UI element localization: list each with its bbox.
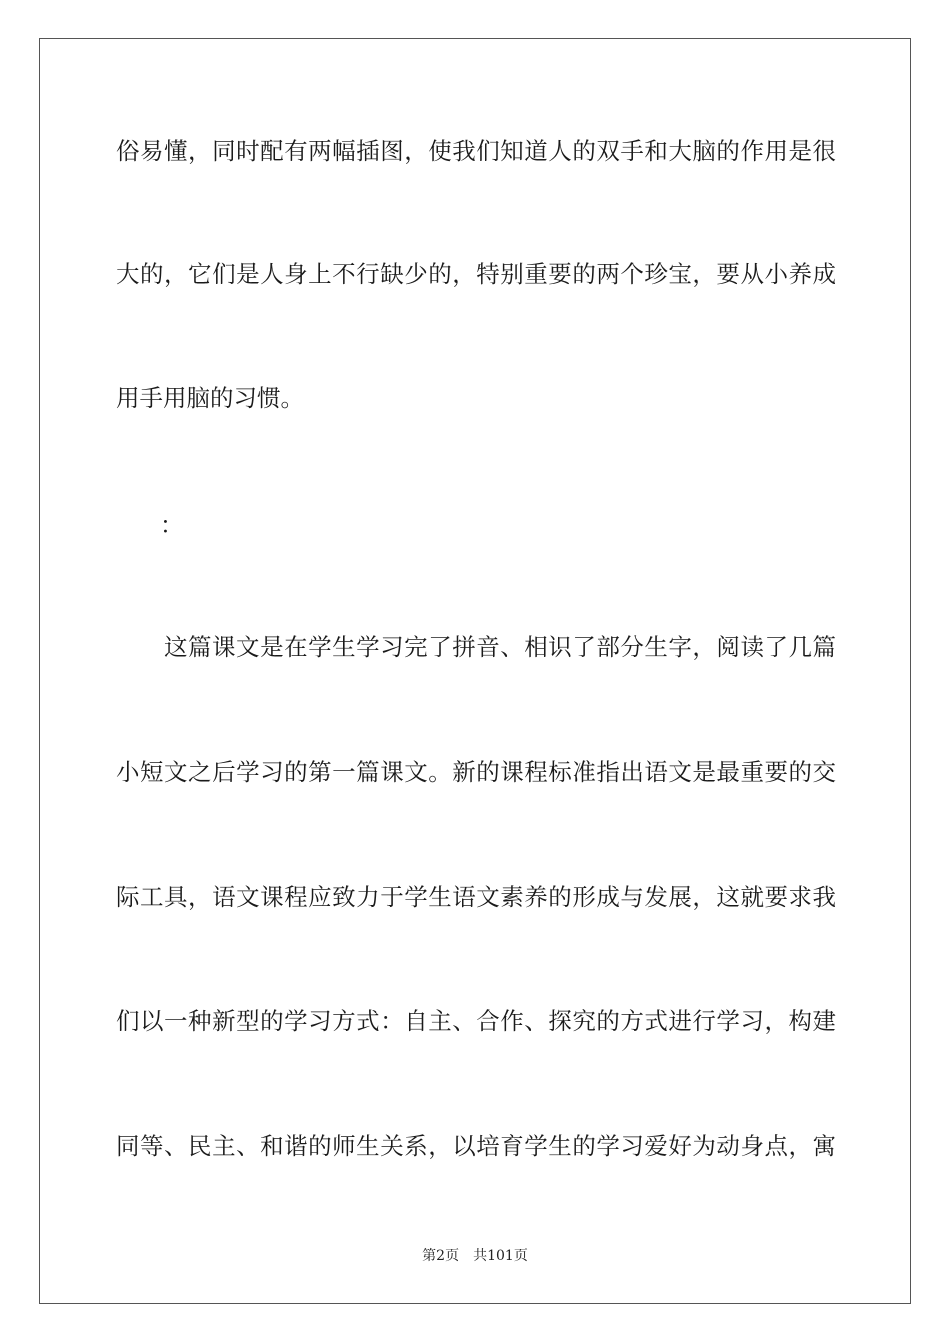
text-line-7: 际工具，语文课程应致力于学生语文素养的形成与发展，这就要求我 (116, 883, 836, 911)
page-number: 第2页 (422, 1248, 460, 1264)
text-line-9: 同等、民主、和谐的师生关系，以培育学生的学习爱好为动身点，寓 (116, 1132, 836, 1160)
text-line-2: 大的，它们是人身上不行缺少的，特别重要的两个珍宝，要从小养成 (116, 260, 836, 288)
page-border (39, 38, 911, 1304)
page-footer (0, 1247, 950, 1265)
total-pages: 共101页 (473, 1248, 528, 1264)
text-line-1: 俗易懂，同时配有两幅插图，使我们知道人的双手和大脑的作用是很 (116, 137, 836, 165)
text-line-3: 用手用脑的习惯。 (116, 384, 304, 412)
text-line-4: ： (160, 511, 184, 539)
text-line-6: 小短文之后学习的第一篇课文。新的课程标准指出语文是最重要的交 (116, 758, 836, 786)
text-line-5: 这篇课文是在学生学习完了拼音、相识了部分生字，阅读了几篇 (164, 633, 836, 661)
text-line-8: 们以一种新型的学习方式：自主、合作、探究的方式进行学习，构建 (116, 1007, 836, 1035)
